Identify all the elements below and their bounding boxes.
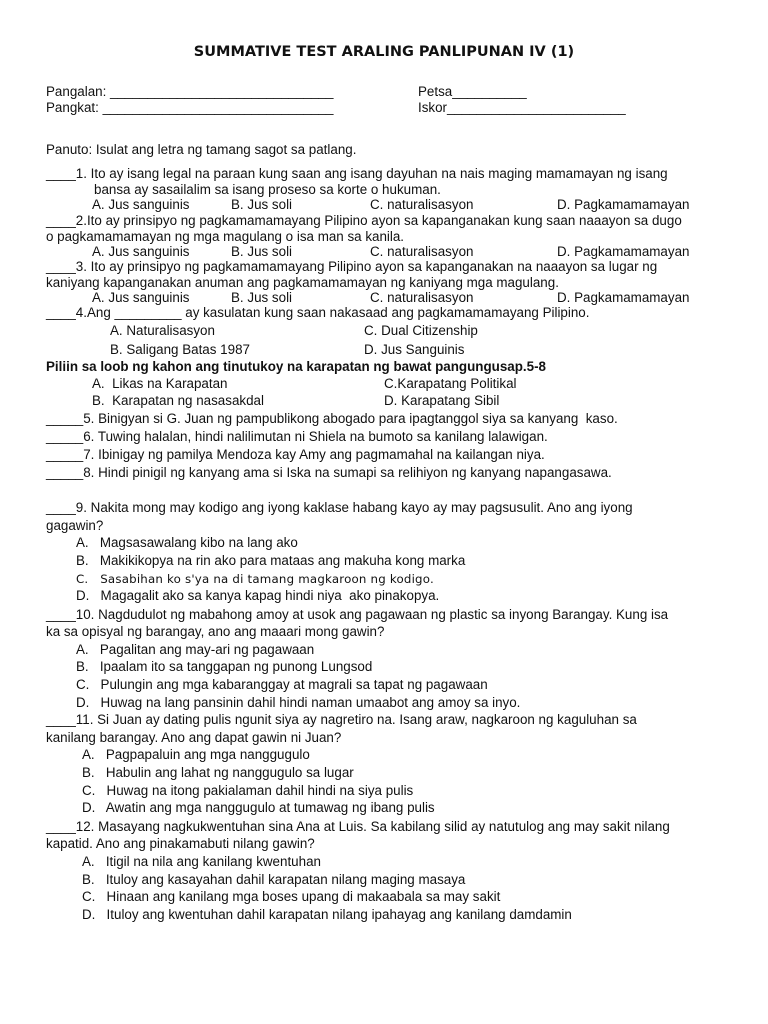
question-12-choice-b: B. Ituloy ang kasayahan dahil karapatan nilang maging masaya [82, 872, 466, 887]
question-9-choice-b: B. Makikikopya na rin ako para mataas ang makuha kong marka [76, 553, 466, 568]
section-2-heading: Piliin sa loob ng kahon ang tinutukoy na karapatan ng bawat pangungusap.5-8 [46, 359, 546, 374]
question-1-choice-b: B. Jus soli [231, 197, 293, 212]
question-11-choice-d: D. Awatin ang mga nanggugulo at tumawag ng ibang pulis [82, 800, 435, 815]
question-11-line-2: kanilang barangay. Ano ang dapat gawin ni Juan? [46, 730, 342, 745]
question-2-choice-d: D. Pagkamamamayan [557, 244, 690, 259]
question-10-choice-c: C. Pulungin ang mga kabaranggay at magrali sa tapat ng pagawaan [76, 677, 488, 692]
question-3-choice-a: A. Jus sanguinis [92, 290, 190, 305]
question-11-choice-c: C. Huwag na itong pakialaman dahil hindi na siya pulis [82, 783, 414, 798]
question-3-choice-c: C. naturalisasyon [370, 290, 474, 305]
question-2-choice-c: C. naturalisasyon [370, 244, 474, 259]
question-2-line-1: ____2.Ito ay prinsipyo ng pagkamamamayang Pilipino ayon sa kapanganakan kung saan naaayon sa dugo [46, 213, 682, 228]
question-12-line-2: kapatid. Ano ang pinakamabuti nilang gawin? [46, 836, 315, 851]
question-3-choice-d: D. Pagkamamamayan [557, 290, 690, 305]
section-2-option-b: B. Karapatan ng nasasakdal [92, 393, 264, 408]
question-2-choice-a: A. Jus sanguinis [92, 244, 190, 259]
score-field: Iskor________________________ [418, 100, 626, 115]
question-5: _____5. Binigyan si G. Juan ng pampublikong abogado para ipagtanggol siya sa kanyang kaso. [46, 411, 618, 426]
question-9-choice-a: A. Magsasawalang kibo na lang ako [76, 535, 298, 550]
section-2-option-a: A. Likas na Karapatan [92, 376, 228, 391]
question-7: _____7. Ibinigay ng pamilya Mendoza kay Amy ang pagmamahal na kailangan niya. [46, 447, 545, 462]
question-10-choice-d: D. Huwag na lang pansinin dahil hindi naman umaabot ang amoy sa inyo. [76, 695, 521, 710]
question-12-choice-a: A. Itigil na nila ang kanilang kwentuhan [82, 854, 321, 869]
question-4-choice-c: C. Dual Citizenship [364, 323, 478, 338]
question-2-line-2: o pagkamamamayan ng mga magulang o isa man sa kanila. [46, 229, 405, 244]
date-field: Petsa__________ [418, 84, 527, 99]
question-10-line-1: ____10. Nagdudulot ng mabahong amoy at usok ang pagawaan ng plastic sa inyong Barangay. Kung isa [46, 607, 669, 622]
section-2-option-c: C.Karapatang Politikal [384, 376, 517, 391]
question-10-choice-a: A. Pagalitan ang may-ari ng pagawaan [76, 642, 315, 657]
question-1-choice-c: C. naturalisasyon [370, 197, 474, 212]
question-10-choice-b: B. Ipaalam ito sa tanggapan ng punong Lungsod [76, 659, 373, 674]
question-1-line-2: bansa ay sasailalim sa isang proseso sa korte o hukuman. [94, 182, 441, 197]
section-field: Pangkat: _______________________________ [46, 100, 334, 115]
question-12-choice-c: C. Hinaan ang kanilang mga boses upang di makaabala sa may sakit [82, 889, 501, 904]
question-9-choice-c: C. Sasabihan ko s'ya na di tamang magkaroon ng kodigo. [76, 572, 434, 586]
question-6: _____6. Tuwing halalan, hindi nalilimutan ni Shiela na bumoto sa kanilang lalawigan. [46, 429, 548, 444]
section-2-option-d: D. Karapatang Sibil [384, 393, 500, 408]
question-9-choice-d: D. Magagalit ako sa kanya kapag hindi niya ako pinakopya. [76, 588, 440, 603]
question-1-choice-a: A. Jus sanguinis [92, 197, 190, 212]
question-3-choice-b: B. Jus soli [231, 290, 293, 305]
question-11-choice-a: A. Pagpapaluin ang mga nanggugulo [82, 747, 310, 762]
question-9-line-2: gagawin? [46, 518, 104, 533]
question-10-line-2: ka sa opisyal ng barangay, ano ang maaari mong gawin? [46, 624, 385, 639]
question-4-choice-b: B. Saligang Batas 1987 [110, 342, 250, 357]
question-1-choice-d: D. Pagkamamamayan [557, 197, 690, 212]
question-4-line-1: ____4.Ang _________ ay kasulatan kung saan nakasaad ang pagkamamamayang Pilipino. [46, 305, 590, 320]
test-title: SUMMATIVE TEST ARALING PANLIPUNAN IV (1) [193, 44, 575, 60]
question-12-line-1: ____12. Masayang nagkukwentuhan sina Ana at Luis. Sa kabilang silid ay natutulog ang may sakit nilang [46, 819, 670, 834]
question-4-choice-d: D. Jus Sanguinis [364, 342, 465, 357]
question-11-choice-b: B. Habulin ang lahat ng nanggugulo sa lugar [82, 765, 354, 780]
question-8: _____8. Hindi pinigil ng kanyang ama si Iska na sumapi sa relihiyon ng kanyang napangasawa. [46, 465, 612, 480]
instructions: Panuto: Isulat ang letra ng tamang sagot sa patlang. [46, 142, 357, 157]
question-12-choice-d: D. Ituloy ang kwentuhan dahil karapatan nilang ipahayag ang kanilang damdamin [82, 907, 572, 922]
name-field: Pangalan: ______________________________ [46, 84, 334, 99]
question-2-choice-b: B. Jus soli [231, 244, 293, 259]
question-11-line-1: ____11. Si Juan ay dating pulis ngunit siya ay nagretiro na. Isang araw, nagkaroon ng kaguluhan sa [46, 712, 637, 727]
question-3-line-1: ____3. Ito ay prinsipyo ng pagkamamamayang Pilipino ayon sa kapanganakan na naaayon sa lugar ng [46, 259, 658, 274]
question-3-line-2: kaniyang kapanganakan anuman ang pagkamamamayan ng kaniyang mga magulang. [46, 275, 559, 290]
question-1-line-1: ____1. Ito ay isang legal na paraan kung saan ang isang dayuhan na nais maging mamamayan ng isang [46, 166, 668, 181]
question-4-choice-a: A. Naturalisasyon [110, 323, 215, 338]
question-9-line-1: ____9. Nakita mong may kodigo ang iyong kaklase habang kayo ay may pagsusulit. Ano ang iyong [46, 500, 633, 515]
